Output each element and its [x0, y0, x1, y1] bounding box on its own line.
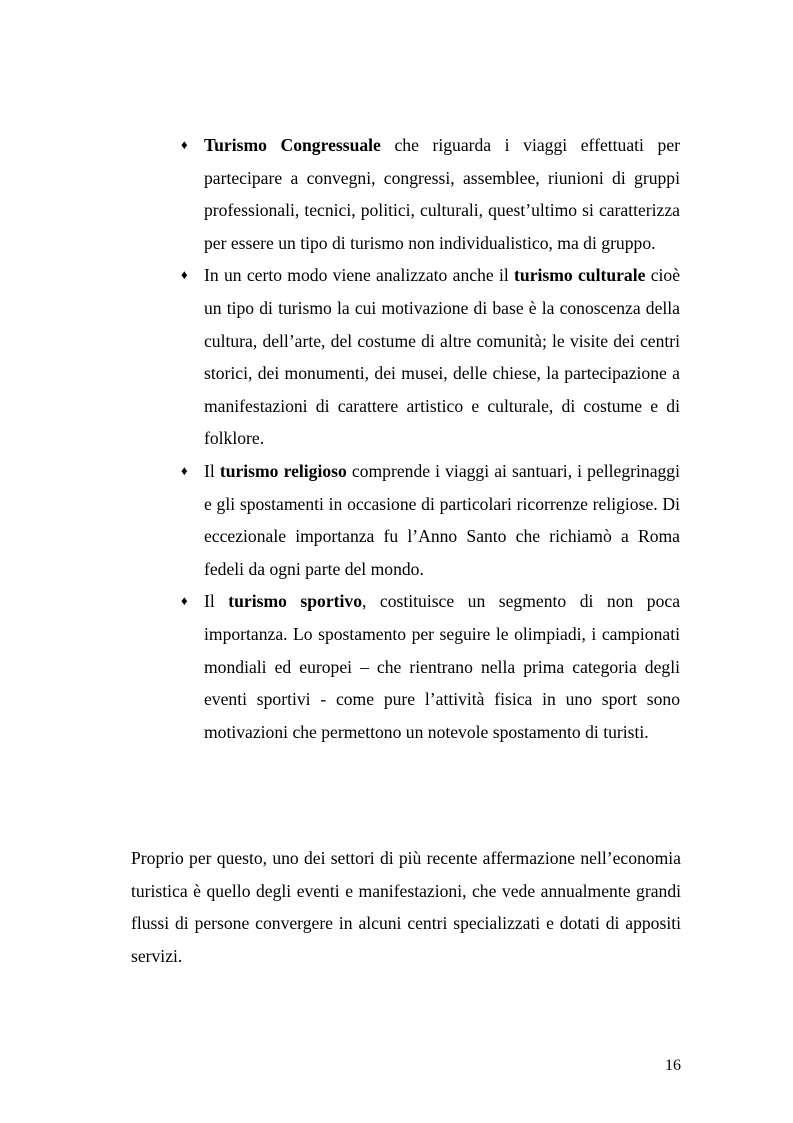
item-text-pre: Il [204, 460, 220, 481]
list-item-turismo-congressuale [181, 129, 680, 259]
diamond-bullet-icon: ♦ [181, 462, 188, 478]
list-item-turismo-culturale [181, 259, 680, 455]
item-term-bold: turismo religioso [219, 460, 347, 481]
item-text-pre: In un certo modo viene analizzato anche il [204, 265, 515, 286]
tourism-types-list [181, 129, 680, 748]
item-term-bold: turismo sportivo [228, 591, 362, 612]
item-text-post: , costituisce un segmento di non poca importanza. Lo spostamento per seguire le olimpiadi, i campionati mondiali ed europei – che rientrano nella prima categoria degli eventi sportivi - come pure l’attività fisica in uno sport sono motivazioni che permettono un notevole spostamento di turisti. [204, 591, 680, 742]
item-term-bold: turismo culturale [514, 265, 646, 286]
item-text-post: cioè un tipo di turismo la cui motivazione di base è la conoscenza della cultura, dell’arte, del costume di altre comunità; le visite dei centri storici, dei monumenti, dei musei, delle chiese, la partecipazione a manifestazioni di carattere artistico e culturale, di costume e di folklore. [204, 265, 681, 449]
item-text-pre: Il [204, 591, 229, 612]
diamond-bullet-icon: ♦ [181, 137, 188, 152]
diamond-bullet-icon: ♦ [181, 267, 188, 283]
diamond-bullet-icon: ♦ [181, 593, 188, 609]
list-item-turismo-sportivo [181, 585, 680, 748]
item-term-bold: Turismo Congressuale [204, 135, 381, 155]
item-text-post: che riguarda i viaggi effettuati per partecipare a convegni, congressi, assemblee, riunioni di gruppi professionali, tecnici, politici, culturali, quest’ultimo si caratterizza per essere un tipo di turismo non individualistico, ma di gruppo. [204, 135, 680, 253]
item-text-post: comprende i viaggi ai santuari, i pellegrinaggi e gli spostamenti in occasione di particolari ricorrenze religiose. Di eccezionale importanza fu l’Anno Santo che richiamò a Roma fedeli da ogni parte del mondo. [204, 460, 680, 579]
list-item-turismo-religioso [181, 455, 680, 585]
closing-paragraph: Proprio per questo, uno dei settori di più recente affermazione nell’economia turistica è quello degli eventi e manifestazioni, che vede annualmente grandi flussi di persone convergere in alcuni centri specializzati e dotati di appositi servizi. [131, 848, 681, 966]
page-number: 16 [665, 1057, 681, 1074]
